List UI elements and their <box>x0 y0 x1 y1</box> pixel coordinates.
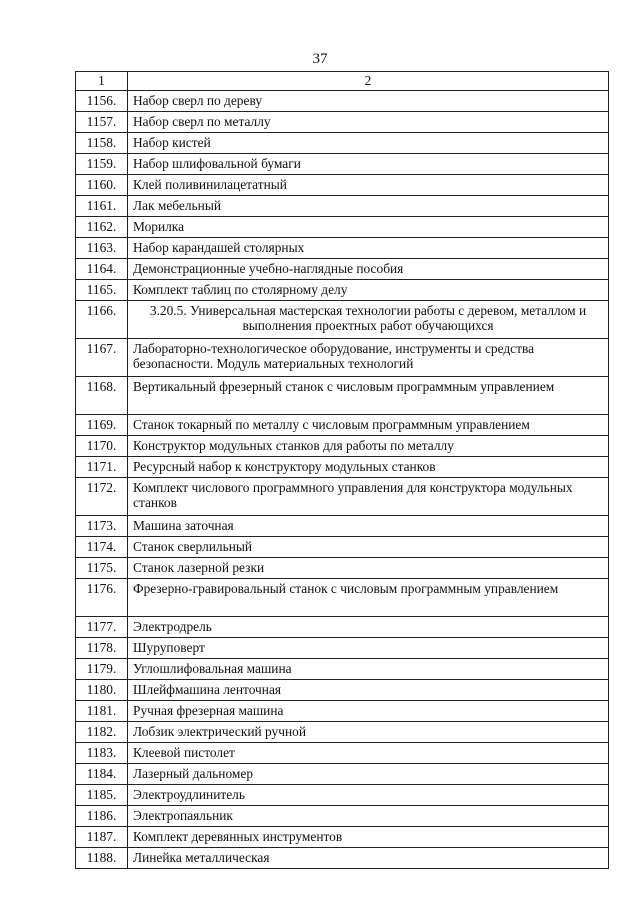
table-row <box>76 112 609 133</box>
row-number: 1178. <box>76 638 128 659</box>
row-number: 1177. <box>76 617 128 638</box>
table-body <box>76 91 609 869</box>
item-name: Станок лазерной резки <box>128 558 609 579</box>
section-heading: 3.20.5. Универсальная мастерская технологии работы с деревом, металлом и выполнения проектных работ обучающихся <box>128 301 609 339</box>
table-row <box>76 377 609 415</box>
row-number: 1173. <box>76 516 128 537</box>
item-name: Вертикальный фрезерный станок с числовым программным управлением <box>128 377 609 415</box>
item-name: Станок токарный по металлу с числовым программным управлением <box>128 415 609 436</box>
table-row <box>76 301 609 339</box>
item-name: Набор сверл по дереву <box>128 91 609 112</box>
row-number: 1180. <box>76 680 128 701</box>
item-name: Набор шлифовальной бумаги <box>128 154 609 175</box>
row-number: 1159. <box>76 154 128 175</box>
row-number: 1166. <box>76 301 128 339</box>
row-number: 1161. <box>76 196 128 217</box>
row-number: 1169. <box>76 415 128 436</box>
table-row <box>76 722 609 743</box>
item-name: Набор кистей <box>128 133 609 154</box>
table-row <box>76 259 609 280</box>
table-row <box>76 91 609 112</box>
table-row <box>76 196 609 217</box>
column-header-name: 2 <box>128 72 609 91</box>
row-number: 1160. <box>76 175 128 196</box>
table-row <box>76 457 609 478</box>
row-number: 1179. <box>76 659 128 680</box>
row-number: 1158. <box>76 133 128 154</box>
row-number: 1185. <box>76 785 128 806</box>
item-name: Лак мебельный <box>128 196 609 217</box>
item-name: Фрезерно-гравировальный станок с числовым программным управлением <box>128 579 609 617</box>
column-header-number: 1 <box>76 72 128 91</box>
table-row <box>76 175 609 196</box>
table-row <box>76 680 609 701</box>
row-number: 1175. <box>76 558 128 579</box>
table-row <box>76 617 609 638</box>
table-row <box>76 827 609 848</box>
table-row <box>76 133 609 154</box>
table-row <box>76 238 609 259</box>
item-name: Набор карандашей столярных <box>128 238 609 259</box>
row-number: 1181. <box>76 701 128 722</box>
table-row <box>76 743 609 764</box>
row-number: 1174. <box>76 537 128 558</box>
item-name: Лабораторно-технологическое оборудование, инструменты и средства безопасности. Модуль материальных технологий <box>128 339 609 377</box>
item-name: Электроудлинитель <box>128 785 609 806</box>
item-name: Демонстрационные учебно-наглядные пособия <box>128 259 609 280</box>
item-name: Конструктор модульных станков для работы по металлу <box>128 436 609 457</box>
item-name: Станок сверлильный <box>128 537 609 558</box>
table-row <box>76 659 609 680</box>
table-row <box>76 701 609 722</box>
row-number: 1162. <box>76 217 128 238</box>
row-number: 1182. <box>76 722 128 743</box>
table-row <box>76 537 609 558</box>
row-number: 1187. <box>76 827 128 848</box>
item-name: Электродрель <box>128 617 609 638</box>
item-name: Клей поливинилацетатный <box>128 175 609 196</box>
row-number: 1186. <box>76 806 128 827</box>
table-row <box>76 217 609 238</box>
item-name: Углошлифовальная машина <box>128 659 609 680</box>
item-name: Комплект деревянных инструментов <box>128 827 609 848</box>
row-number: 1188. <box>76 848 128 869</box>
page-number: 37 <box>312 51 328 67</box>
table-row <box>76 339 609 377</box>
table-row <box>76 848 609 869</box>
row-number: 1156. <box>76 91 128 112</box>
item-name: Морилка <box>128 217 609 238</box>
item-name: Лазерный дальномер <box>128 764 609 785</box>
item-name: Шуруповерт <box>128 638 609 659</box>
item-name: Линейка металлическая <box>128 848 609 869</box>
row-number: 1170. <box>76 436 128 457</box>
item-name: Машина заточная <box>128 516 609 537</box>
table-row <box>76 415 609 436</box>
table-row <box>76 764 609 785</box>
table-row <box>76 516 609 537</box>
item-name: Комплект таблиц по столярному делу <box>128 280 609 301</box>
table-row <box>76 478 609 516</box>
row-number: 1172. <box>76 478 128 516</box>
row-number: 1157. <box>76 112 128 133</box>
table-row <box>76 280 609 301</box>
item-name: Клеевой пистолет <box>128 743 609 764</box>
item-name: Ручная фрезерная машина <box>128 701 609 722</box>
table-row <box>76 436 609 457</box>
row-number: 1168. <box>76 377 128 415</box>
item-name: Ресурсный набор к конструктору модульных станков <box>128 457 609 478</box>
table-row <box>76 579 609 617</box>
row-number: 1165. <box>76 280 128 301</box>
row-number: 1184. <box>76 764 128 785</box>
table-row <box>76 558 609 579</box>
table-header-row <box>76 72 609 91</box>
table-row <box>76 154 609 175</box>
inventory-table <box>75 71 609 869</box>
row-number: 1167. <box>76 339 128 377</box>
row-number: 1183. <box>76 743 128 764</box>
row-number: 1171. <box>76 457 128 478</box>
item-name: Комплект числового программного управления для конструктора модульных станков <box>128 478 609 516</box>
row-number: 1176. <box>76 579 128 617</box>
item-name: Электропаяльник <box>128 806 609 827</box>
table-row <box>76 638 609 659</box>
table-row <box>76 785 609 806</box>
table-row <box>76 806 609 827</box>
item-name: Набор сверл по металлу <box>128 112 609 133</box>
row-number: 1163. <box>76 238 128 259</box>
item-name: Лобзик электрический ручной <box>128 722 609 743</box>
row-number: 1164. <box>76 259 128 280</box>
item-name: Шлейфмашина ленточная <box>128 680 609 701</box>
